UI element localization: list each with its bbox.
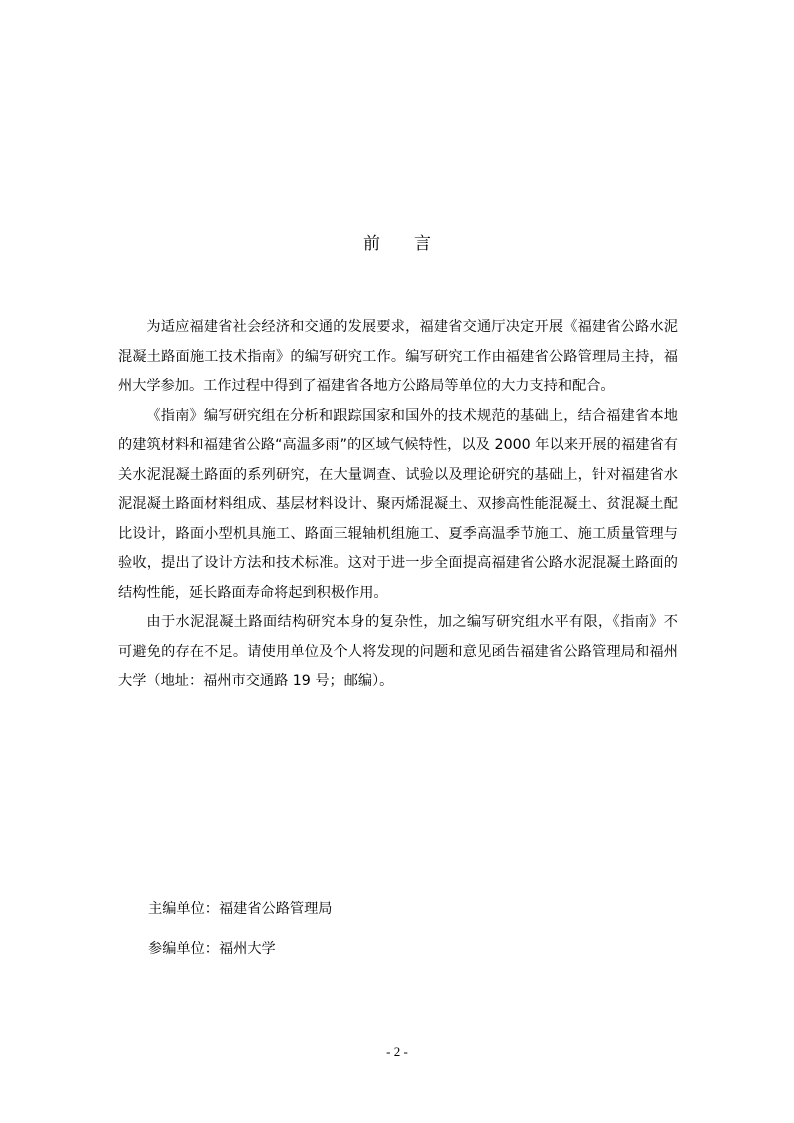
title-char-2: 言: [414, 234, 431, 254]
paragraph-2: 《指南》编写研究组在分析和跟踪国家和国外的技术规范的基础上，结合福建省本地的建筑材料和福建省公路“高温多雨”的区域气候特性，以及 2000 年以来开展的福建省有关水泥混凝土路面的系列研究，在大量调查、试验以及理论研究的基础上，针对福建省水泥混凝土路面材料组成、基层材料设计、聚丙烯混凝土、双掺高性能混凝土、贫混凝土配比设计，路面小型机具施工、路面三辊轴机组施工、夏季高温季节施工、施工质量管理与验收，提出了设计方法和技术标准。这对于进一步全面提高福建省公路水泥混凝土路面的结构性能，延长路面寿命将起到积极作用。: [118, 407, 678, 601]
title-char-1: 前: [363, 234, 380, 254]
participating-unit: 参编单位：福州大学: [148, 941, 276, 957]
paragraph-3: 由于水泥混凝土路面结构研究本身的复杂性，加之编写研究组水平有限，《指南》不可避免的存在不足。请使用单位及个人将发现的问题和意见函告福建省公路管理局和福州大学（地址：福州市交通路 19 号；邮编）。: [118, 614, 678, 689]
chief-editor-unit: 主编单位：福建省公路管理局: [148, 901, 333, 917]
editorial-units: [148, 898, 332, 960]
page-number: - 2 -: [386, 1044, 408, 1059]
page-title: [0, 233, 794, 255]
paragraph-1: 为适应福建省社会经济和交通的发展要求，福建省交通厅决定开展《福建省公路水泥混凝土路面施工技术指南》的编写研究工作。编写研究工作由福建省公路管理局主持，福州大学参加。工作过程中得到了福建省各地方公路局等单位的大力支持和配合。: [118, 319, 678, 394]
preface-body: [118, 313, 678, 697]
